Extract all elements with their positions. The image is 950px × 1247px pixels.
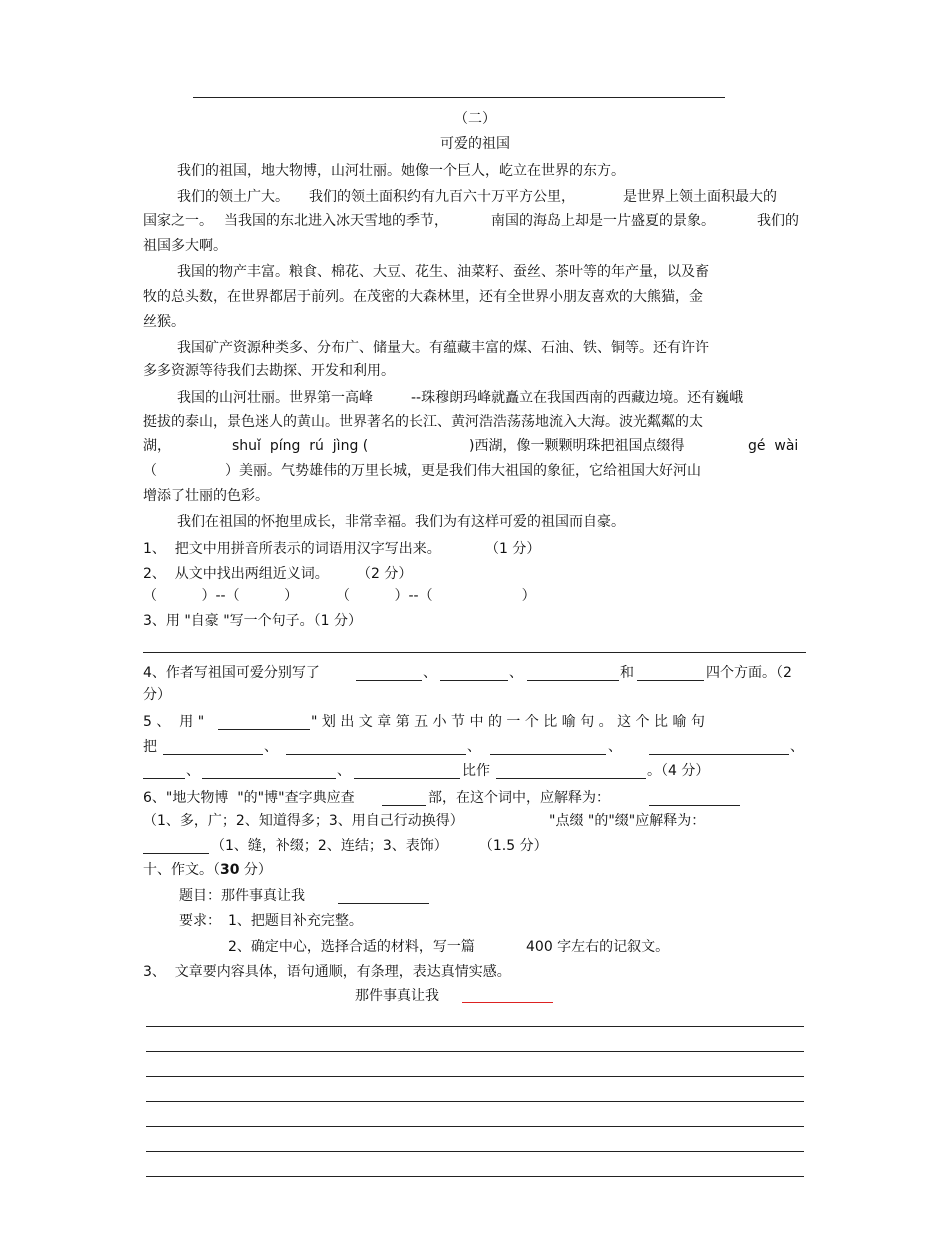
paragraph-5-line-3b: )西湖，像一颗颗明珠把祖国点缀得 (469, 438, 685, 454)
question-6-line-3: （1、缝，补缀；2、连结；3、表饰） （1.5 分） (211, 838, 548, 854)
question-4-end-2: 分） (143, 687, 171, 703)
section-number: （二） (454, 111, 496, 127)
composition-topic: 题目：那件事真让我 (179, 888, 305, 904)
paragraph-1: 我们的祖国，地大物博，山河壮丽。她像一个巨人，屹立在世界的东方。 (177, 163, 625, 179)
writing-line[interactable] (146, 1151, 804, 1152)
composition-title-blank[interactable] (462, 1002, 553, 1003)
question-5-line-1a: 5 、 用 " (143, 714, 205, 730)
composition-requirement-3: 3、 文章要内容具体，语句通顺，有条理，表达真情实感。 (143, 964, 511, 980)
question-4-blank-1[interactable] (356, 680, 422, 681)
composition-title-line: 那件事真让我 (355, 988, 439, 1004)
question-5-comma-4: 、 (790, 739, 804, 755)
question-4-end: 四个方面。（2 (706, 665, 792, 681)
question-5-blank-4[interactable] (649, 754, 789, 755)
composition-requirement-2a: 2、确定中心，选择合适的材料，写一篇 (228, 939, 475, 955)
question-5-blank-2[interactable] (286, 754, 466, 755)
question-1: 1、 把文中用拼音所表示的词语用汉字写出来。 (143, 541, 441, 557)
paragraph-4-line-1: 我国矿产资源种类多、分布广、储量大。有蕴藏丰富的煤、石油、铁、铜等。还有许许 (177, 340, 709, 356)
paragraph-5-line-1a: 我国的山河壮丽。世界第一高峰 (177, 390, 373, 406)
question-5-blank-3[interactable] (490, 754, 606, 755)
composition-heading (143, 861, 272, 879)
pinyin-ge-wai: gé wài (748, 438, 799, 454)
question-5-blank-5[interactable] (143, 778, 185, 779)
question-2: 2、 从文中找出两组近义词。 (143, 566, 329, 582)
question-5-score: 。（4 分） (647, 763, 710, 779)
question-4-blank-3[interactable] (527, 680, 619, 681)
writing-line[interactable] (146, 1176, 804, 1177)
question-5-comma-1: 、 (264, 739, 278, 755)
question-3: 3、用 "自豪 "写一个句子。（1 分） (143, 613, 363, 629)
question-4-blank-4[interactable] (637, 680, 704, 681)
question-6-blank-bo[interactable] (649, 805, 740, 806)
question-5-blank-7[interactable] (354, 778, 460, 779)
writing-line[interactable] (146, 1126, 804, 1127)
question-1-score: （1 分） (485, 541, 541, 557)
composition-heading-c: 分） (239, 862, 272, 878)
pinyin-shui-ping-ru-jing: shuǐ píng rú jìng ( (232, 438, 369, 454)
question-2-answer-b[interactable]: （ ）--（ ） (336, 588, 536, 604)
question-5-blank-8[interactable] (496, 778, 646, 779)
writing-line[interactable] (146, 1101, 804, 1102)
question-5-comma-6: 、 (337, 763, 351, 779)
question-6-blank-bushou[interactable] (382, 805, 426, 806)
paragraph-3-line-3: 丝猴。 (143, 314, 185, 330)
paragraph-2-line-2c: 南国的海岛上却是一片盛夏的景象。 (491, 213, 715, 229)
question-5-blank-1[interactable] (163, 754, 263, 755)
paragraph-2-line-1c: 是世界上领土面积最大的 (623, 189, 777, 205)
question-6-line-1a: 6、"地大物博 "的"博"查字典应查 (143, 790, 355, 806)
question-4-and: 和 (620, 665, 634, 681)
top-rule (193, 97, 725, 98)
question-3-answer-line[interactable] (143, 652, 806, 653)
question-5-blank-mark[interactable] (218, 729, 310, 730)
composition-requirement-1: 1、把题目补充完整。 (228, 913, 363, 929)
paragraph-3-line-1: 我国的物产丰富。粮食、棉花、大豆、花生、油菜籽、蚕丝、茶叶等的年产量，以及畜 (177, 264, 709, 280)
question-4-blank-2[interactable] (440, 680, 508, 681)
paragraph-5-line-4b: ）美丽。气势雄伟的万里长城，更是我们伟大祖国的象征，它给祖国大好河山 (225, 463, 701, 479)
paragraph-2-line-1a: 我们的领土广大。 (177, 189, 289, 205)
question-5-comma-3: 、 (608, 739, 622, 755)
paragraph-5-line-4a: （ (143, 463, 157, 479)
composition-heading-a: 十、作文。（ (143, 862, 220, 878)
paragraph-5-line-2: 挺拔的泰山，景色迷人的黄山。世界著名的长江、黄河浩浩荡荡地流入大海。波光粼粼的太 (143, 414, 703, 430)
question-5-line-1b: " 划 出 文 章 第 五 小 节 中 的 一 个 比 喻 句 。 这 个 比 喻 句 (311, 714, 705, 730)
writing-line[interactable] (146, 1076, 804, 1077)
question-6-line-2a: （1、多，广；2、知道得多；3、用自己行动换得） (143, 813, 464, 829)
question-5-blank-6[interactable] (202, 778, 336, 779)
question-6-blank-zhui[interactable] (143, 853, 209, 854)
question-5-bizuo: 比作 (462, 763, 490, 779)
composition-heading-score: 30 (220, 862, 240, 878)
composition-requirement-2b: 400 字左右的记叙文。 (526, 939, 670, 955)
question-5-comma-2: 、 (467, 739, 481, 755)
question-4-sep-1: 、 (423, 665, 437, 681)
question-6-line-2b: "点缀 "的"缀"应解释为： (549, 813, 706, 829)
paragraph-2-line-1b: 我们的领土面积约有九百六十万平方公里， (309, 189, 575, 205)
question-2-score: （2 分） (357, 566, 413, 582)
question-4: 4、作者写祖国可爱分别写了 (143, 665, 320, 681)
paragraph-2-line-2d: 我们的 (757, 213, 799, 229)
question-5-comma-5: 、 (186, 763, 200, 779)
paragraph-2-line-2b: 当我国的东北进入冰天雪地的季节， (224, 213, 448, 229)
paragraph-3-line-2: 牧的总头数，在世界都居于前列。在茂密的大森林里，还有全世界小朋友喜欢的大熊猫，金 (143, 289, 703, 305)
question-4-sep-2: 、 (509, 665, 523, 681)
paragraph-5-line-1b: --珠穆朗玛峰就矗立在我国西南的西藏边境。还有巍峨 (411, 390, 744, 406)
writing-line[interactable] (146, 1026, 804, 1027)
question-2-answer-a[interactable]: （ ）--（ ） (143, 588, 299, 604)
paragraph-5-line-5: 增添了壮丽的色彩。 (143, 488, 269, 504)
composition-requirements-label: 要求： (179, 913, 221, 929)
paragraph-4-line-2: 多多资源等待我们去勘探、开发和利用。 (143, 363, 395, 379)
paragraph-2-line-2a: 国家之一。 (143, 213, 213, 229)
paragraph-5-line-3a: 湖， (143, 438, 171, 454)
writing-line[interactable] (146, 1051, 804, 1052)
paragraph-2-line-3: 祖国多大啊。 (143, 238, 227, 254)
composition-topic-blank[interactable] (338, 903, 429, 904)
paragraph-6: 我们在祖国的怀抱里成长，非常幸福。我们为有这样可爱的祖国而自豪。 (177, 514, 625, 530)
question-5-line-2a: 把 (143, 739, 157, 755)
question-6-line-1b: 部，在这个词中，应解释为： (428, 790, 610, 806)
page-title: 可爱的祖国 (440, 136, 510, 152)
